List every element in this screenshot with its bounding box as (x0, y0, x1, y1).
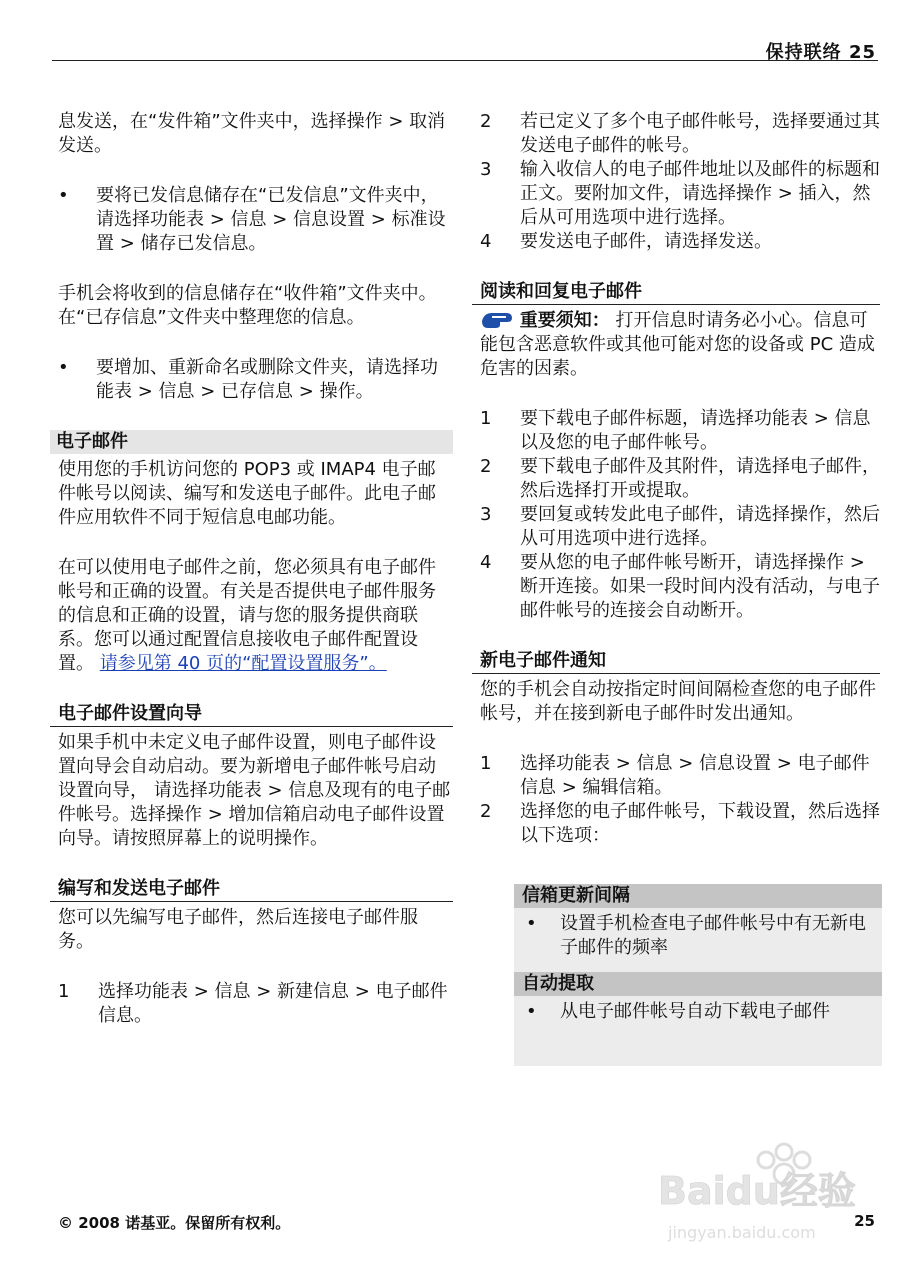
email-setup-paragraph (58, 556, 453, 676)
notice-label: 重要须知： (519, 310, 610, 331)
option-title: 信箱更新间隔 (514, 884, 882, 908)
step-text: 选择您的电子邮件帐号，下载设置，然后选择以下选项： (520, 801, 880, 846)
right-column (480, 110, 880, 1066)
options-table (514, 884, 882, 1066)
footer-copyright: © 2008 诺基亚。保留所有权利。 (58, 1214, 291, 1232)
wizard-paragraph: 如果手机中未定义电子邮件设置，则电子邮件设置向导会自动启动。要为新增电子邮件帐号启动设置向导， 请选择功能表 > 信息及现有的电子邮件帐号。选择操作 > 增加信箱启动电子邮件设置向导。请按照屏幕上的说明操作。 (58, 732, 451, 849)
section-heading-compose: 编写和发送电子邮件 (50, 877, 453, 902)
footer-page-number: 25 (854, 1212, 875, 1230)
bullet-dot: • (526, 913, 537, 934)
bullet-text: 要将已发信息储存在“已发信息”文件夹中，请选择功能表 > 信息 > 信息设置 > 标准设置 > 储存已发信息。 (96, 185, 446, 254)
step-text: 选择功能表 > 信息 > 新建信息 > 电子邮件信息。 (98, 981, 448, 1026)
step-number: 3 (480, 504, 492, 525)
step-number: 1 (480, 408, 492, 429)
compose-steps (58, 980, 453, 1028)
step-number: 2 (480, 111, 492, 132)
bullet-dot: • (58, 357, 69, 378)
header-title: 保持联络 25 (765, 42, 876, 63)
notice-paragraph (480, 309, 880, 381)
notice-text: 打开信息时请务必小心。信息可能包含恶意软件或其他可能对您的设备或 PC 造成危害的因素。 (480, 310, 875, 379)
inbox-paragraph: 手机会将收到的信息储存在“收件箱”文件夹中。在“已存信息”文件夹中整理您的信息。 (58, 283, 437, 328)
step-number: 2 (480, 456, 492, 477)
bullet-folders (58, 356, 453, 404)
step-item (480, 407, 880, 455)
step-number: 1 (480, 753, 492, 774)
step-text: 若已定义了多个电子邮件帐号，选择要通过其发送电子邮件的帐号。 (520, 111, 880, 156)
option-text: 设置手机检查电子邮件帐号中有无新电子邮件的频率 (560, 913, 866, 958)
page-header (52, 38, 878, 61)
step-text: 要回复或转发此电子邮件，请选择操作，然后从可用选项中进行选择。 (520, 504, 880, 549)
section-heading-notify: 新电子邮件通知 (472, 649, 880, 674)
step-text: 要下载电子邮件标题，请选择功能表 > 信息以及您的电子邮件帐号。 (520, 408, 871, 453)
step-number: 1 (58, 981, 70, 1002)
section-heading-email: 电子邮件 (50, 430, 453, 454)
step-item (480, 110, 880, 158)
notice-hand-icon (480, 309, 514, 329)
email-paragraph: 使用您的手机访问您的 POP3 或 IMAP4 电子邮件帐号以阅读、编写和发送电子邮件。此电子邮件应用软件不同于短信息电邮功能。 (58, 459, 436, 528)
step-text: 选择功能表 > 信息 > 信息设置 > 电子邮件信息 > 编辑信箱。 (520, 753, 870, 798)
watermark-url: jingyan.baidu.com (668, 1223, 816, 1242)
compose-paragraph: 您可以先编写电子邮件，然后连接电子邮件服务。 (58, 907, 418, 952)
bullet-dot: • (526, 1001, 537, 1022)
notify-paragraph: 您的手机会自动按指定时间间隔检查您的电子邮件帐号，并在接到新电子邮件时发出通知。 (480, 679, 876, 724)
baidu-jingyan-watermark (648, 1138, 868, 1248)
step-number: 3 (480, 159, 492, 180)
email-setup-text: 在可以使用电子邮件之前，您必须具有电子邮件帐号和正确的设置。有关是否提供电子邮件服务的信息和正确的设置，请与您的服务提供商联系。您可以通过配置信息接收电子邮件配置设置。 (58, 557, 436, 674)
option-title: 自动提取 (514, 972, 882, 996)
bullet-text: 要增加、重新命名或删除文件夹，请选择功能表 > 信息 > 已存信息 > 操作。 (96, 357, 438, 402)
step-item (480, 503, 880, 551)
section-heading-read: 阅读和回复电子邮件 (472, 280, 880, 305)
config-service-link[interactable]: 请参见第 40 页的“配置设置服务”。 (99, 653, 387, 674)
watermark-brand: Baidu经验 (658, 1169, 856, 1213)
step-item (480, 230, 880, 254)
bullet-dot: • (58, 185, 69, 206)
step-text: 要从您的电子邮件帐号断开，请选择操作 > 断开连接。如果一段时间内没有活动，与电子邮件帐号的连接会自动断开。 (520, 552, 880, 621)
send-steps (480, 110, 880, 254)
step-number: 2 (480, 801, 492, 822)
read-steps (480, 407, 880, 623)
step-item (480, 455, 880, 503)
step-number: 4 (480, 231, 492, 252)
section-heading-wizard: 电子邮件设置向导 (50, 702, 453, 727)
step-text: 输入收信人的电子邮件地址以及邮件的标题和正文。要附加文件，请选择操作 > 插入，然后从可用选项中进行选择。 (520, 159, 880, 228)
step-text: 要发送电子邮件，请选择发送。 (520, 231, 772, 252)
options-spacer (514, 1036, 882, 1066)
step-item (480, 551, 880, 623)
option-description (514, 908, 882, 972)
left-column (58, 110, 453, 1054)
bullet-save-sent (58, 184, 453, 256)
step-item (480, 752, 880, 800)
step-text: 要下载电子邮件及其附件，请选择电子邮件，然后选择打开或提取。 (520, 456, 880, 501)
notify-steps (480, 752, 880, 848)
step-item (480, 800, 880, 848)
option-description (514, 996, 882, 1036)
step-item (480, 158, 880, 230)
intro-paragraph: 息发送，在“发件箱”文件夹中，选择操作 > 取消发送。 (58, 111, 446, 156)
option-text: 从电子邮件帐号自动下载电子邮件 (560, 1001, 830, 1022)
step-item (58, 980, 453, 1028)
step-number: 4 (480, 552, 492, 573)
